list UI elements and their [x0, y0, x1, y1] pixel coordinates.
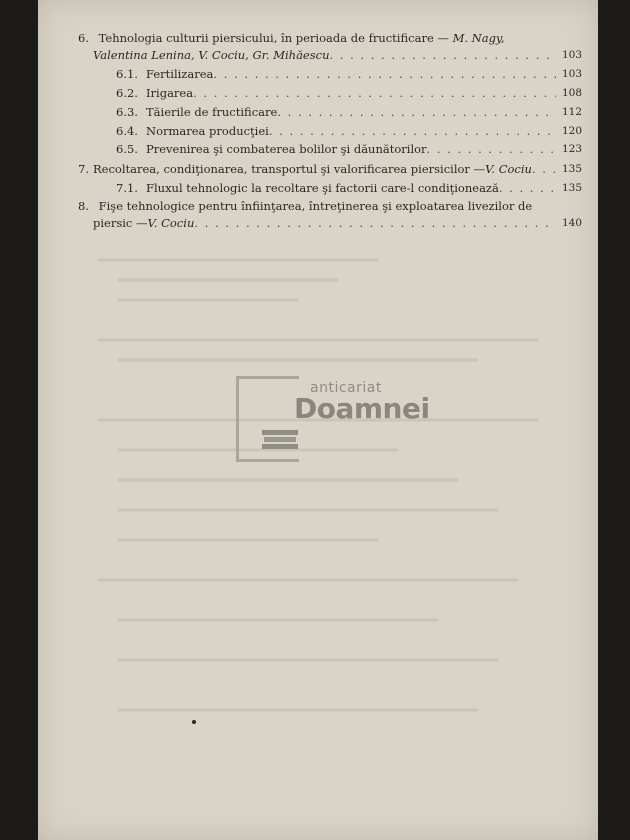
toc-title: Fluxul tehnologic la recoltare şi factorii care-l condiţionează — [146, 181, 499, 195]
toc-entry-8-line2 — [93, 215, 582, 231]
toc-number: 8. — [78, 199, 89, 213]
toc-authors: M. Nagy, — [452, 31, 505, 45]
toc-leader-dots — [277, 104, 556, 120]
ink-speck — [192, 720, 196, 724]
toc-page-number: 120 — [561, 125, 582, 137]
toc-number: 7. — [78, 162, 89, 176]
toc-title: Fertilizarea — [146, 67, 214, 81]
toc-number: 6.5. — [116, 142, 138, 156]
toc-leader-dots — [499, 180, 556, 196]
toc-title: Prevenirea şi combaterea bolilor şi dăunătorilor — [146, 142, 427, 156]
toc-entry-6-4 — [116, 123, 582, 139]
toc-number: 6.1. — [116, 67, 138, 81]
toc-title: Tăierile de fructificare — [146, 105, 278, 119]
toc-entry-7 — [78, 161, 582, 177]
toc-entry-6-line1 — [78, 30, 505, 46]
toc-title: Fişe tehnologice pentru înfiinţarea, întreţinerea şi exploatarea livezilor de — [98, 199, 533, 213]
toc-page-number: 135 — [561, 163, 582, 175]
toc-number: 6.2. — [116, 86, 138, 100]
toc-page-number: 103 — [561, 68, 582, 80]
toc-title: Recoltarea, condiţionarea, transportul şi valorificarea piersicilor — — [93, 162, 486, 176]
toc-page-number: 123 — [561, 143, 582, 155]
toc-entry-6-line2 — [93, 47, 582, 63]
toc-authors: V. Cociu — [147, 216, 195, 230]
books-icon — [260, 428, 300, 450]
toc-page-number: 103 — [561, 49, 582, 61]
toc-authors: V. Cociu — [485, 162, 532, 176]
toc-page-number: 108 — [561, 87, 582, 99]
toc-title: Tehnologia culturii piersicului, în perioada de fructificare — — [98, 31, 453, 45]
toc-title: Normarea producţiei — [146, 124, 269, 138]
watermark-main-text: Doamnei — [294, 392, 430, 425]
toc-entry-8-line1 — [78, 198, 532, 214]
watermark-top-text: anticariat — [310, 380, 382, 396]
toc-leader-dots — [427, 141, 556, 157]
toc-leader-dots — [329, 47, 556, 63]
toc-leader-dots — [213, 66, 556, 82]
toc-authors: Valentina Lenina, V. Cociu, Gr. Mihăescu — [93, 48, 330, 62]
toc-entry-6-1 — [116, 66, 582, 82]
toc-title: piersic — — [93, 216, 148, 230]
toc-page-number: 140 — [561, 217, 582, 229]
toc-number: 6. — [78, 31, 89, 45]
toc-page-number: 135 — [561, 182, 582, 194]
toc-leader-dots — [193, 85, 556, 101]
toc-number: 7.1. — [116, 181, 138, 195]
toc-number: 6.3. — [116, 105, 138, 119]
toc-entry-6-5 — [116, 141, 582, 157]
book-page — [38, 0, 598, 840]
toc-entry-6-3 — [116, 104, 582, 120]
show-through-text — [78, 240, 558, 760]
toc-leader-dots — [269, 123, 556, 139]
toc-entry-7-1 — [116, 180, 582, 196]
toc-leader-dots — [194, 215, 556, 231]
toc-title: Irigarea — [146, 86, 194, 100]
toc-leader-dots — [532, 161, 556, 177]
toc-number: 6.4. — [116, 124, 138, 138]
watermark-logo — [236, 376, 430, 462]
toc-page-number: 112 — [561, 106, 582, 118]
toc-entry-6-2 — [116, 85, 582, 101]
